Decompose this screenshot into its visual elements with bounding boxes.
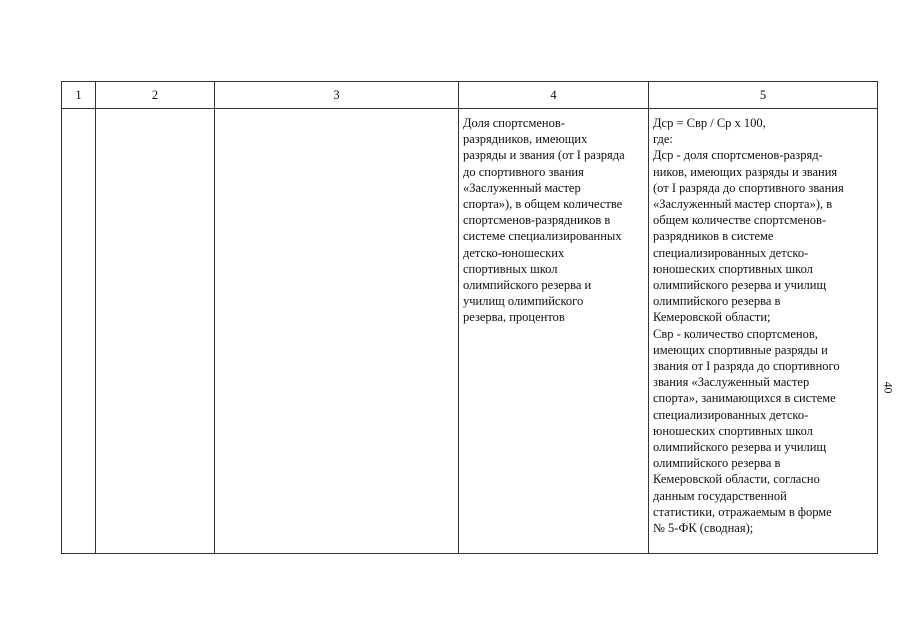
cell-col-1 — [62, 109, 96, 554]
cell-col-3 — [215, 109, 459, 554]
table-header-row — [62, 82, 878, 109]
table-row — [62, 109, 878, 554]
cell-col-2 — [96, 109, 215, 554]
header-cell-col-1: 1 — [62, 82, 96, 109]
indicator-table — [61, 81, 878, 554]
header-cell-col-4: 4 — [459, 82, 649, 109]
header-cell-col-5: 5 — [649, 82, 878, 109]
header-cell-col-2: 2 — [96, 82, 215, 109]
cell-col-3-text — [215, 109, 458, 115]
cell-col-1-text — [62, 109, 95, 115]
cell-col-2-text — [96, 109, 214, 115]
page-number: 40 — [881, 381, 896, 394]
cell-indicator-name — [459, 109, 649, 554]
formula-text: Дср = Свр / Ср х 100, где: Дср - доля спортсменов-разряд- ников, имеющих разряды и звания (от I разряда до спортивного звания «Заслуженный мастер спорта»), в общем количестве спортсменов- разрядников в системе специализированных детско- юношеских спортивных школ олимпийского резерва и училищ олимпийского резерва в Кемеровской области; Свр - количество спортсменов, имеющих спортивные разряды и звания от I разряда до спортивного звания «Заслуженный мастер спорта», занимающихся в системе специализированных детско- юношеских спортивных школ олимпийского резерва и училищ олимпийского резерва в Кемеровской области, согласно данным государственной статистики, отражаемым в форме № 5-ФК (сводная); — [653, 116, 844, 536]
indicator-name-text: Доля спортсменов- разрядников, имеющих разряды и звания (от I разряда до спортивного звания «Заслуженный мастер спорта»), в общем количестве спортсменов-разрядников в системе специализированных детско-юношеских спортивных школ олимпийского резерва и училищ олимпийского резерва, процентов — [463, 116, 625, 325]
header-cell-col-3: 3 — [215, 82, 459, 109]
cell-formula — [649, 109, 878, 554]
